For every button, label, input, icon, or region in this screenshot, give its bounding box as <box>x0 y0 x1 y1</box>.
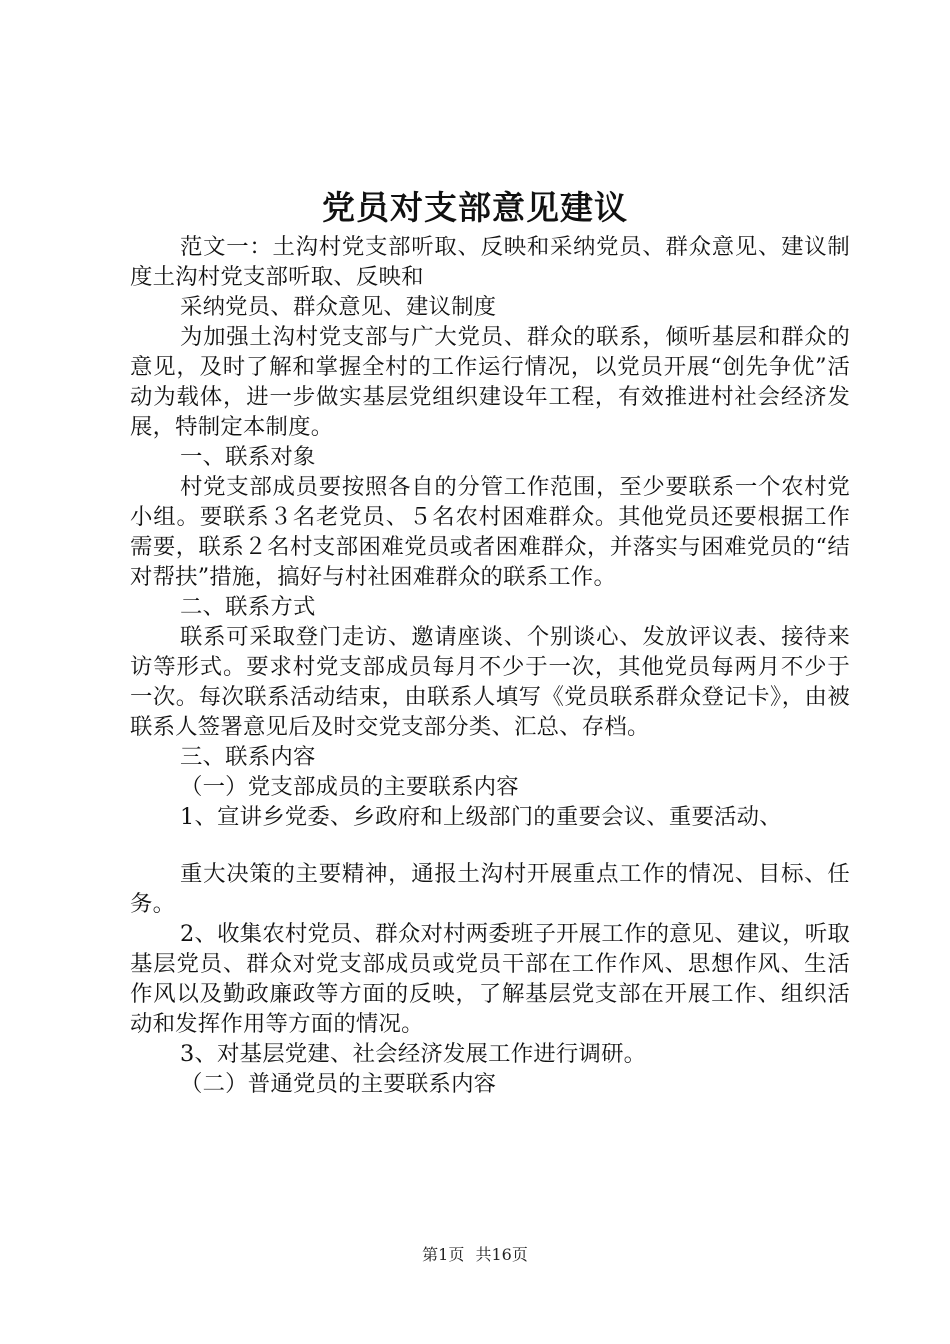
list-item-3: 3、对基层党建、社会经济发展工作进行调研。 <box>180 1041 647 1067</box>
paragraph-intro: 范文一：土沟村党支部听取、反映和采纳党员、群众意见、建议制度土沟村党支部听取、反映和 <box>130 234 850 290</box>
page-footer <box>0 1245 950 1265</box>
list-item-1-part-a: 1、宣讲乡党委、乡政府和上级部门的重要会议、重要活动、 <box>180 804 782 830</box>
paragraph-contact-methods: 联系可采取登门走访、邀请座谈、个别谈心、发放评议表、接待来访等形式。要求村党支部成员每月不少于一次，其他党员每两月不少于一次。每次联系活动结束，由联系人填写《党员联系群众登记卡》，由被联系人签署意见后及时交党支部分类、汇总、存档。 <box>130 624 850 740</box>
paragraph-purpose: 为加强土沟村党支部与广大党员、群众的联系，倾听基层和群众的意见，及时了解和掌握全村的工作运行情况，以党员开展“创先争优”活动为载体，进一步做实基层党组织建设年工程，有效推进村社会经济发展，特制定本制度。 <box>130 324 850 440</box>
document-title: 党员对支部意见建议 <box>322 188 628 227</box>
paragraph-contact-targets: 村党支部成员要按照各自的分管工作范围，至少要联系一个农村党小组。要联系３名老党员、５名农村困难群众。其他党员还要根据工作需要，联系２名村支部困难党员或者困难群众，并落实与困难党员的“结对帮扶”措施，搞好与村社困难群众的联系工作。 <box>130 474 850 590</box>
document-body <box>130 232 850 1099</box>
section-heading-contact-targets: 一、联系对象 <box>180 444 316 470</box>
list-item-1-part-b: 重大决策的主要精神，通报土沟村开展重点工作的情况、目标、任务。 <box>130 861 850 917</box>
paragraph-subtitle: 采纳党员、群众意见、建议制度 <box>180 294 497 320</box>
subsection-heading-branch-members: （一）党支部成员的主要联系内容 <box>180 774 519 800</box>
page-total: 共16页 <box>475 1245 528 1264</box>
paragraph-gap <box>130 832 850 859</box>
section-heading-contact-content: 三、联系内容 <box>180 744 316 770</box>
page-number: 第1页 <box>422 1245 465 1264</box>
list-item-2: 2、收集农村党员、群众对村两委班子开展工作的意见、建议，听取基层党员、群众对党支部成员或党员干部在工作作风、思想作风、生活作风以及勤政廉政等方面的反映，了解基层党支部在开展工作、组织活动和发挥作用等方面的情况。 <box>130 921 850 1037</box>
section-heading-contact-methods: 二、联系方式 <box>180 594 316 620</box>
subsection-heading-ordinary-members: （二）普通党员的主要联系内容 <box>180 1071 497 1097</box>
